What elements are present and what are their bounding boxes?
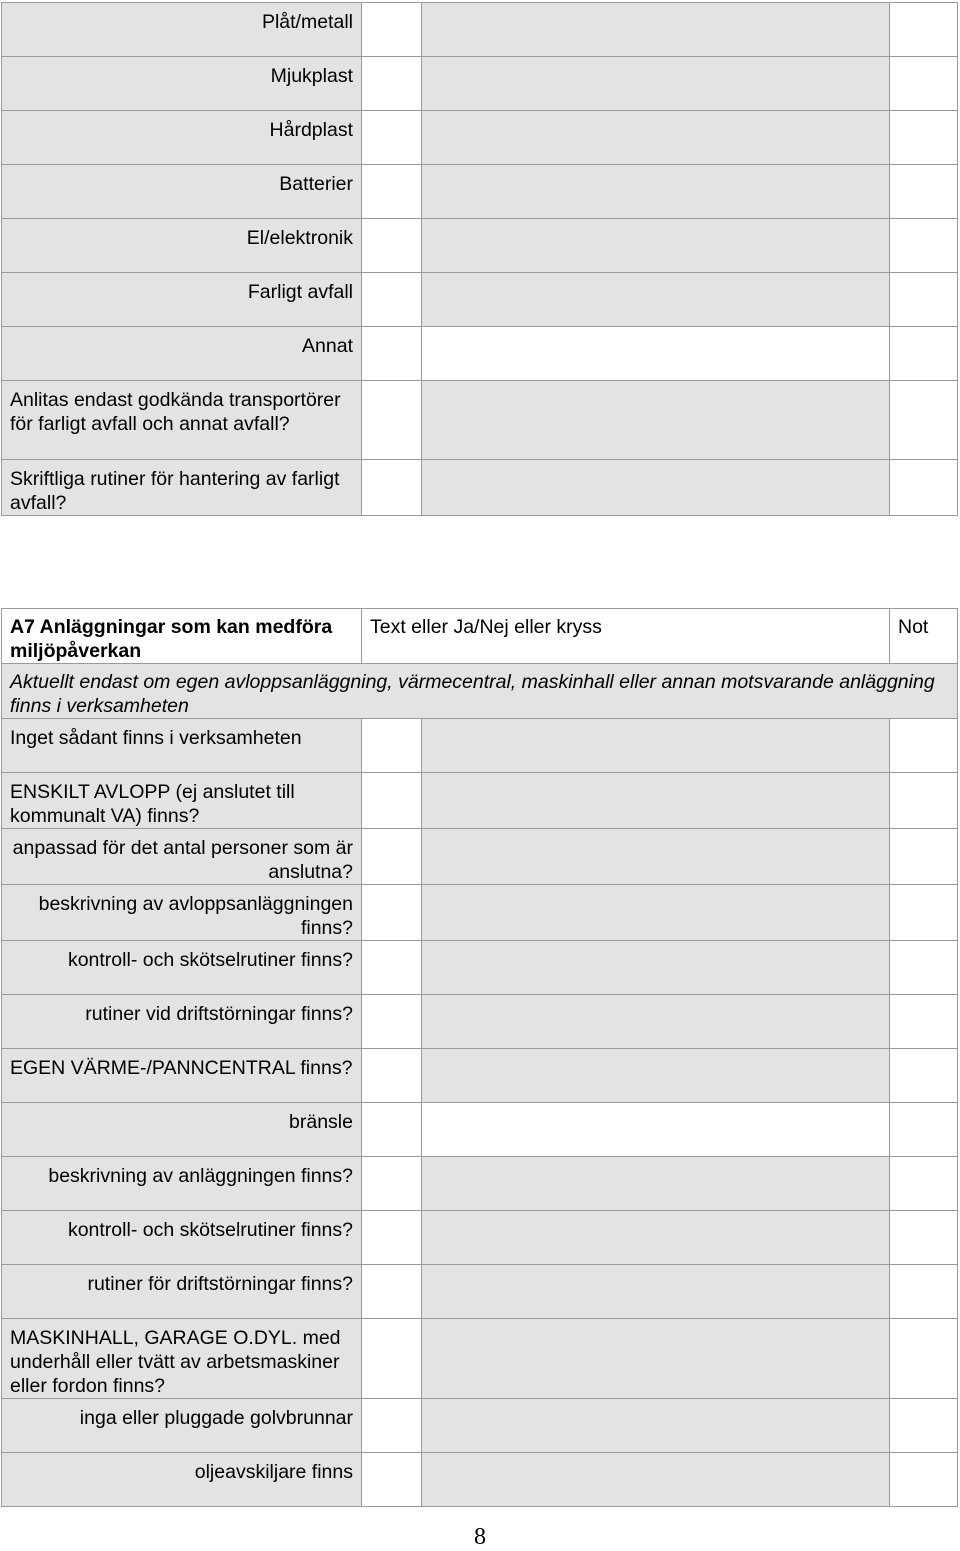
table-row [2, 460, 958, 516]
answer-checkbox-cell[interactable] [362, 829, 422, 885]
row-label: Farligt avfall [2, 273, 362, 327]
note-cell[interactable] [890, 1103, 958, 1157]
table-row [2, 327, 958, 381]
answer-text-cell[interactable] [422, 273, 890, 327]
note-cell[interactable] [890, 941, 958, 995]
answer-checkbox-cell[interactable] [362, 1265, 422, 1319]
answer-checkbox-cell[interactable] [362, 1399, 422, 1453]
answer-text-cell[interactable] [422, 885, 890, 941]
note-cell[interactable] [890, 1399, 958, 1453]
row-label: beskrivning av anläggningen finns? [2, 1157, 362, 1211]
row-label: Hårdplast [2, 111, 362, 165]
answer-checkbox-cell[interactable] [362, 381, 422, 460]
table-row [2, 829, 958, 885]
answer-checkbox-cell[interactable] [362, 1319, 422, 1399]
answer-checkbox-cell[interactable] [362, 885, 422, 941]
table-row [2, 1157, 958, 1211]
answer-checkbox-cell[interactable] [362, 327, 422, 381]
row-label: kontroll- och skötselrutiner finns? [2, 941, 362, 995]
answer-checkbox-cell[interactable] [362, 941, 422, 995]
note-cell[interactable] [890, 219, 958, 273]
row-label: Anlitas endast godkända transportörer för farligt avfall och annat avfall? [2, 381, 362, 460]
table-row [2, 995, 958, 1049]
row-label: El/elektronik [2, 219, 362, 273]
table-row [2, 1211, 958, 1265]
note-cell[interactable] [890, 327, 958, 381]
answer-checkbox-cell[interactable] [362, 1103, 422, 1157]
note-cell[interactable] [890, 995, 958, 1049]
answer-checkbox-cell[interactable] [362, 3, 422, 57]
table-row [2, 1103, 958, 1157]
section-a7-table [1, 608, 958, 1507]
answer-checkbox-cell[interactable] [362, 165, 422, 219]
row-label: EGEN VÄRME-/PANNCENTRAL finns? [2, 1049, 362, 1103]
answer-checkbox-cell[interactable] [362, 57, 422, 111]
table-row [2, 165, 958, 219]
table-row [2, 1319, 958, 1399]
table-row [2, 1049, 958, 1103]
waste-table [1, 2, 958, 516]
answer-checkbox-cell[interactable] [362, 219, 422, 273]
row-label: ENSKILT AVLOPP (ej anslutet till kommunalt VA) finns? [2, 773, 362, 829]
table-row [2, 719, 958, 773]
table-row [2, 111, 958, 165]
answer-text-cell[interactable] [422, 57, 890, 111]
row-label: inga eller pluggade golvbrunnar [2, 1399, 362, 1453]
answer-checkbox-cell[interactable] [362, 273, 422, 327]
row-label: bränsle [2, 1103, 362, 1157]
answer-text-cell[interactable] [422, 327, 890, 381]
table-row [2, 273, 958, 327]
note-cell[interactable] [890, 1265, 958, 1319]
answer-text-cell[interactable] [422, 719, 890, 773]
note-cell[interactable] [890, 773, 958, 829]
note-cell[interactable] [890, 1319, 958, 1399]
note-cell[interactable] [890, 829, 958, 885]
row-label: rutiner för driftstörningar finns? [2, 1265, 362, 1319]
row-label: rutiner vid driftstörningar finns? [2, 995, 362, 1049]
table-row [2, 1399, 958, 1453]
answer-checkbox-cell[interactable] [362, 995, 422, 1049]
note-cell[interactable] [890, 1211, 958, 1265]
answer-text-cell[interactable] [422, 1453, 890, 1507]
answer-checkbox-cell[interactable] [362, 719, 422, 773]
note-cell[interactable] [890, 1049, 958, 1103]
answer-checkbox-cell[interactable] [362, 460, 422, 516]
note-cell[interactable] [890, 165, 958, 219]
row-label: Mjukplast [2, 57, 362, 111]
note-cell[interactable] [890, 885, 958, 941]
answer-text-cell[interactable] [422, 829, 890, 885]
row-label: Skriftliga rutiner för hantering av farligt avfall? [2, 460, 362, 516]
table-row [2, 885, 958, 941]
answer-checkbox-cell[interactable] [362, 111, 422, 165]
table-row [2, 941, 958, 995]
note-cell[interactable] [890, 273, 958, 327]
row-label: oljeavskiljare finns [2, 1453, 362, 1507]
answer-text-cell[interactable] [422, 1211, 890, 1265]
table-row [2, 3, 958, 57]
note-cell[interactable] [890, 1453, 958, 1507]
note-cell[interactable] [890, 460, 958, 516]
row-label: Batterier [2, 165, 362, 219]
answer-text-cell[interactable] [422, 3, 890, 57]
answer-checkbox-cell[interactable] [362, 1211, 422, 1265]
row-label: beskrivning av avloppsanläggningen finns? [2, 885, 362, 941]
answer-text-cell[interactable] [422, 1157, 890, 1211]
table-row [2, 219, 958, 273]
answer-text-cell[interactable] [422, 460, 890, 516]
note-cell[interactable] [890, 111, 958, 165]
row-label: kontroll- och skötselrutiner finns? [2, 1211, 362, 1265]
answer-text-cell[interactable] [422, 219, 890, 273]
answer-column-header: Text eller Ja/Nej eller kryss [362, 609, 890, 664]
answer-text-cell[interactable] [422, 941, 890, 995]
answer-checkbox-cell[interactable] [362, 1049, 422, 1103]
answer-text-cell[interactable] [422, 1399, 890, 1453]
row-label: MASKINHALL, GARAGE O.DYL. med underhåll eller tvätt av arbetsmaskiner eller fordon finns? [2, 1319, 362, 1399]
note-cell[interactable] [890, 381, 958, 460]
answer-checkbox-cell[interactable] [362, 1453, 422, 1507]
note-cell[interactable] [890, 719, 958, 773]
table-row [2, 57, 958, 111]
table-row [2, 1265, 958, 1319]
row-label: Inget sådant finns i verksamheten [2, 719, 362, 773]
answer-text-cell[interactable] [422, 381, 890, 460]
page-number: 8 [474, 1524, 486, 1550]
table-row [2, 773, 958, 829]
table-row [2, 381, 958, 460]
note-column-header: Not [890, 609, 958, 664]
note-cell[interactable] [890, 3, 958, 57]
table-row [2, 1453, 958, 1507]
section-note: Aktuellt endast om egen avloppsanläggning, värmecentral, maskinhall eller annan motsvarande anläggning finns i verksamheten [2, 664, 958, 719]
note-cell[interactable] [890, 1157, 958, 1211]
answer-text-cell[interactable] [422, 1319, 890, 1399]
answer-text-cell[interactable] [422, 111, 890, 165]
row-label: Annat [2, 327, 362, 381]
answer-text-cell[interactable] [422, 1049, 890, 1103]
answer-text-cell[interactable] [422, 165, 890, 219]
note-cell[interactable] [890, 57, 958, 111]
answer-checkbox-cell[interactable] [362, 1157, 422, 1211]
row-label: anpassad för det antal personer som är anslutna? [2, 829, 362, 885]
answer-checkbox-cell[interactable] [362, 773, 422, 829]
answer-text-cell[interactable] [422, 1103, 890, 1157]
row-label: Plåt/metall [2, 3, 362, 57]
answer-text-cell[interactable] [422, 773, 890, 829]
section-title: A7 Anläggningar som kan medföra miljöpåverkan [2, 609, 362, 664]
answer-text-cell[interactable] [422, 1265, 890, 1319]
answer-text-cell[interactable] [422, 995, 890, 1049]
